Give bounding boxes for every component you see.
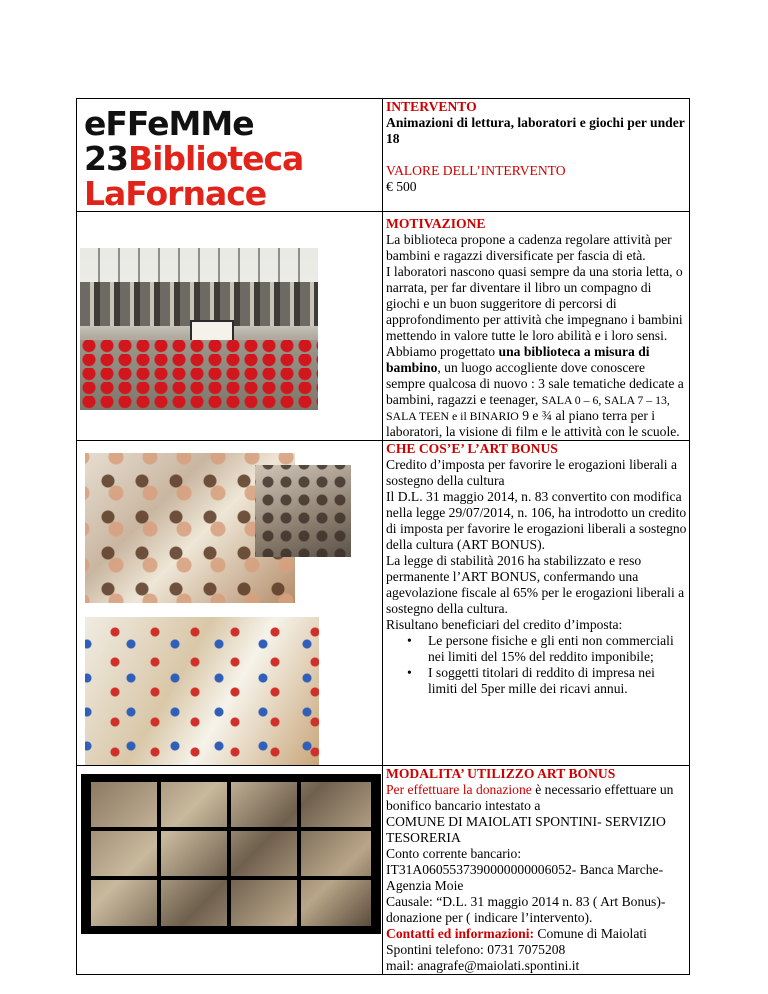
account-iban: IT31A0605537390000000006052- Banca Marche- Agenzia Moie <box>386 862 664 893</box>
valore-amount: € 500 <box>386 179 417 194</box>
logo-lafornace: LaFornace <box>84 174 267 213</box>
logo-line-effemme: eFFeMMe <box>84 104 254 143</box>
children-drawing-photo <box>85 617 319 765</box>
info-table <box>76 98 690 975</box>
logo <box>77 99 382 211</box>
motivazione-heading: MOTIVAZIONE <box>386 216 486 231</box>
email: mail: anagrafe@maiolati.spontini.it <box>386 958 580 973</box>
logo-number: 23 <box>84 139 128 178</box>
motivazione-cell <box>383 212 690 441</box>
artbonus-p4: Risultano beneficiari del credito d’imposta: <box>386 617 623 632</box>
logo-cell <box>77 99 383 212</box>
photo-cell-1 <box>77 212 383 441</box>
intervento-heading: INTERVENTO <box>386 99 477 114</box>
artbonus-p2: Il D.L. 31 maggio 2014, n. 83 convertito con modifica nella legge 29/07/2014, n. 106, ha introdotto un credito di imposta per favorire le erogazioni liberali a sostegno della cultura (ART BONUS). <box>386 489 687 552</box>
children-reading-photo <box>255 465 351 557</box>
valore-heading: VALORE DELL’INTERVENTO <box>386 163 566 178</box>
intervento-title: Animazioni di lettura, laboratori e giochi per under 18 <box>386 115 685 146</box>
photo-cell-2 <box>77 441 383 766</box>
artbonus-heading: CHE COS’E’ L’ART BONUS <box>386 441 558 456</box>
activities-collage-photo <box>81 774 381 934</box>
list-item: • I soggetti titolari di reddito di impresa nei limiti del 5per mille dei ricavi annui. <box>428 665 687 697</box>
motivazione-text-1: La biblioteca propone a cadenza regolare attività per bambini e ragazzi diversificate per fascia di età. <box>386 232 672 263</box>
beneficiary: COMUNE DI MAIOLATI SPONTINI- SERVIZIO TESORERIA <box>386 814 666 845</box>
account-label: Conto corrente bancario: <box>386 846 522 861</box>
modalita-cell <box>383 766 690 975</box>
motivazione-text-2: I laboratori nascono quasi sempre da una storia letta, o narrata, per far diventare il libro un compagno di giochi e un buon suggeritore di percorsi di approfondimento per attività che impegnano i bambini mettendo in valore tutte le loro abilità e i loro sensi. Abbiamo progettato una biblioteca a misura di bambino, un luogo accogliente dove conoscere sempre qualcosa di nuovo : 3 sale tematiche dedicate a bambini, ragazzi e teenager, SALA 0 – 6, SALA 7 – 13, SALA TEEN e il BINARIO 9 e ¾ al piano terra per i laboratori, la visione di film e le attività con le scuole. <box>386 264 684 439</box>
list-item: • Le persone fisiche e gli enti non commerciali nei limiti del 15% del reddito imponibile; <box>428 633 687 665</box>
intervento-cell <box>383 99 690 212</box>
beneficiari-list <box>386 633 687 697</box>
artbonus-p3: La legge di stabilità 2016 ha stabilizzato e reso permanente l’ART BONUS, confermando una agevolazione fiscale al 65% per le erogazioni liberali a sostegno della cultura. <box>386 553 685 616</box>
library-hall-photo <box>80 248 318 410</box>
artbonus-p1: Credito d’imposta per favorire le erogazioni liberali a sostegno della cultura <box>386 457 678 488</box>
causale: Causale: “D.L. 31 maggio 2014 n. 83 ( Art Bonus)- donazione per ( indicare l’intervento). <box>386 894 666 925</box>
modalita-heading: MODALITA’ UTILIZZO ART BONUS <box>386 766 616 781</box>
modalita-lead: Per effettuare la donazione è necessario effettuare un bonifico bancario intestato a <box>386 782 674 813</box>
logo-biblioteca: Biblioteca <box>127 139 304 178</box>
contatti: Contatti ed informazioni: Comune di Maiolati Spontini telefono: 0731 7075208 <box>386 926 647 957</box>
artbonus-cell <box>383 441 690 766</box>
photo-cell-3 <box>77 766 383 975</box>
